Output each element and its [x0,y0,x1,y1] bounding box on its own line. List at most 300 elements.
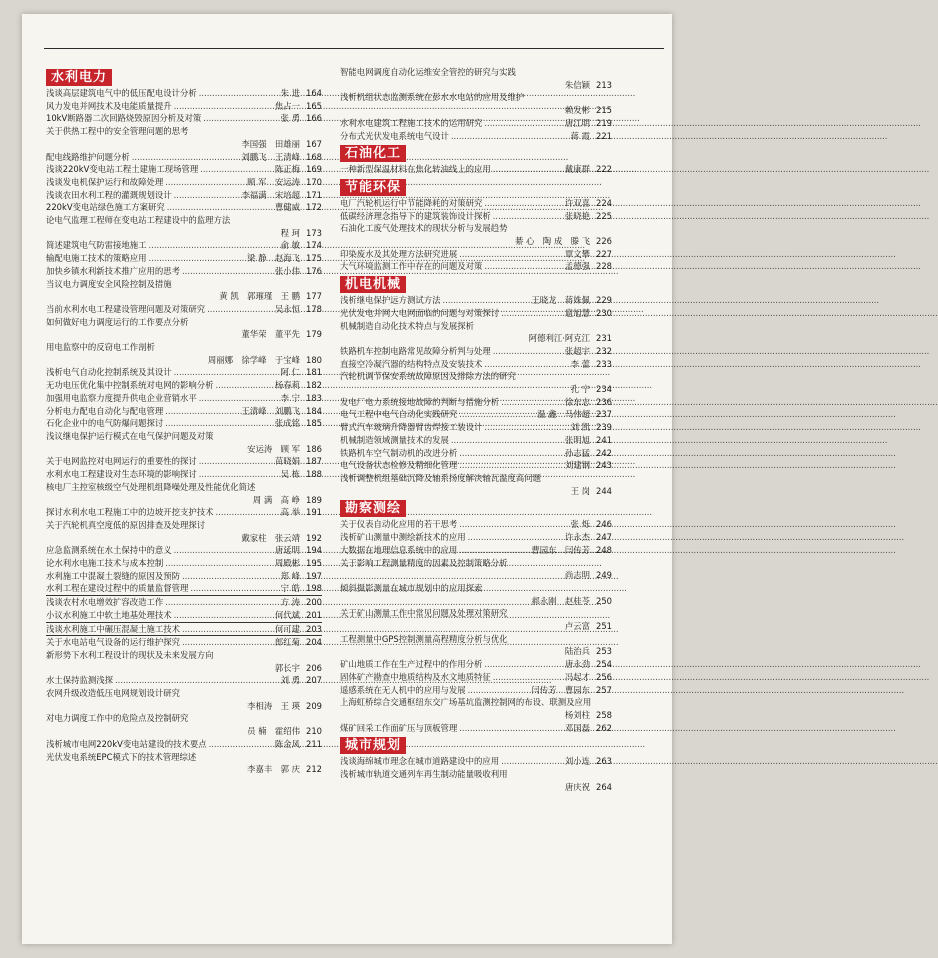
toc-entry[interactable] [340,197,612,210]
toc-entry[interactable] [46,265,322,278]
toc-entry[interactable] [46,519,322,532]
entry-title: 固体矿产勘查中地质结构及水文地质特征 [340,671,491,682]
dot-leader [115,674,279,687]
entry-author: 尚志明 [564,570,590,581]
toc-entry[interactable] [46,379,322,392]
entry-author: 张明旭 [564,434,590,445]
entry-title: 分析电力配电自动化与配电管理 [46,405,164,416]
entry-title: 应急监测系统在水土保持中的意义 [46,545,172,556]
entry-page: 236 [596,396,612,407]
entry-author: 朱信颖 [564,79,590,90]
toc-entry[interactable] [340,485,612,498]
entry-title: 臂式汽车玻璃升降器臂齿焊接工装设计 [340,422,483,433]
entry-title: 浅析城市轨道交通列车再生制动能量吸收利用 [340,769,508,780]
entry-page: 192 [306,532,322,543]
entry-author: 綦 心 陶 成 滕 飞 [515,236,590,247]
toc-entry[interactable] [340,658,612,671]
toc-entry[interactable] [340,91,612,104]
dot-leader [484,260,563,273]
entry-title: 220kV变电站绿色施工方案研究 [46,202,165,213]
entry-page: 221 [596,130,612,141]
entry-title: 电气工程中电气自动化实践研究 [340,409,458,420]
toc-entry[interactable] [46,303,322,316]
toc-entry[interactable] [340,696,612,709]
entry-title: 印染废水及其处理方法研究进展 [340,248,458,259]
entry-page: 239 [596,422,612,433]
entry-author: 李福满 宋培超 [241,189,300,200]
entry-author: 梁 静 赵海飞 [247,253,300,264]
entry-author: 郎红菊 [274,637,300,648]
toc-entry[interactable] [46,636,322,649]
entry-author: 闫传芳 曹园东 [531,684,590,695]
entry-title: 光伏发电并网大电网面临的问题与对策探讨 [340,307,500,318]
dot-leader [209,738,273,751]
entry-author: 俞 敏 [280,240,300,251]
dot-leader [132,151,240,164]
entry-author: 刘建钢 [564,460,590,471]
entry-page: 164 [306,88,322,98]
toc-entry[interactable] [46,712,322,725]
dot-leader [493,210,563,223]
toc-entry[interactable] [46,609,322,623]
entry-page: 182 [306,380,322,391]
toc-entry[interactable] [340,607,612,620]
entry-title: 石油化工废气处理技术的现状分析与发展趋势 [340,223,508,234]
entry-author: 李嘉丰 郭 庆 [247,764,300,775]
toc-entry[interactable] [340,421,612,434]
entry-page: 246 [596,519,612,530]
dot-leader [207,303,273,316]
toc-entry[interactable] [46,738,322,751]
entry-title: 核电厂主控室核级空气处理机组降噪处理及性能优化简述 [46,481,256,492]
toc-entry[interactable] [46,214,322,227]
entry-author: 郑 峰 [280,570,300,581]
entry-author: 卢云富 [564,621,590,632]
entry-author: 孔 宁 [570,384,590,395]
toc-entry[interactable] [340,709,612,722]
entry-page: 191 [306,507,322,518]
entry-page: 250 [596,595,612,606]
entry-title: 一种新型保温材料在焦化转油线上的应用 [340,164,491,175]
toc-entry[interactable] [46,354,322,367]
entry-author: 孟德强 [564,261,590,272]
toc-entry[interactable] [46,201,322,214]
toc-entry[interactable] [340,294,612,307]
toc-entry[interactable] [340,472,612,485]
toc-entry[interactable] [340,582,612,595]
toc-entry[interactable] [46,649,322,662]
entry-author: 安运涛 顾 军 [247,443,300,454]
entry-author: 杨刘柱 [564,709,590,720]
entry-page: 189 [306,494,322,505]
entry-title: 农网升级改造低压电网规划设计研究 [46,688,180,699]
toc-entry[interactable] [340,633,612,646]
entry-page: 200 [306,597,322,608]
entry-title: 论电气监理工程师在变电站工程建设中的监理方法 [46,215,231,226]
toc-entry[interactable] [340,781,612,794]
entry-title: 大气环境监测工作中存在的问题及对策 [340,261,483,272]
entry-page: 180 [306,354,322,365]
toc-entry[interactable] [46,405,322,418]
entry-author: 顾 军 安运涛 [247,176,300,187]
dot-leader [459,518,568,531]
toc-entry[interactable] [340,518,612,531]
right-column [340,66,612,793]
entry-author: 李 蕾 [570,358,590,369]
toc-entry[interactable] [46,570,322,583]
entry-title: 机械制造自动化技术特点与发展探析 [340,320,474,331]
toc-entry[interactable] [340,358,612,371]
toc-entry[interactable] [46,763,322,776]
entry-title: 10kV断路器二次回路烧毁原因分析及对策 [46,113,202,124]
entry-page: 212 [306,764,322,775]
toc-entry[interactable] [340,396,612,409]
dot-leader [459,459,563,472]
toc-entry[interactable] [46,417,322,430]
toc-entry[interactable] [46,532,322,545]
entry-title: 用电监察中的反窃电工作剖析 [46,342,155,353]
toc-entry[interactable] [46,725,322,738]
toc-entry[interactable] [46,151,322,164]
entry-title: 浅析电气自动化控制系统及其设计 [46,367,172,378]
entry-author: 程 珂 [280,227,300,238]
entry-page: 175 [306,253,322,264]
toc-entry[interactable] [46,290,322,303]
entry-author: 朱 进 [280,88,300,98]
entry-page: 195 [306,558,322,569]
toc-entry[interactable] [46,506,322,519]
entry-title: 遥感系统在无人机中的应用与发展 [340,684,466,695]
entry-author: 覃文攀 [564,248,590,259]
dot-leader [484,358,568,371]
toc-entry[interactable] [46,751,322,764]
section-header: 勘察测绘 [340,500,406,517]
entry-author: 周殿彬 [274,558,300,569]
entry-author: 唐江明 [564,117,590,128]
entry-title: 煤矿回采工作面矿压与顶板管理 [340,722,458,733]
toc-entry[interactable] [340,447,612,460]
entry-page: 213 [596,79,612,90]
toc-page [22,14,672,944]
entry-page: 237 [596,409,612,420]
entry-page: 257 [596,684,612,695]
toc-entry[interactable] [46,392,322,405]
entry-author: 蒋 霞 [570,130,590,141]
toc-entry[interactable] [340,434,612,447]
entry-page: 244 [596,485,612,496]
entry-page: 225 [596,210,612,221]
entry-author: 曹健威 [274,202,300,213]
entry-page: 184 [306,405,322,416]
toc-entry[interactable] [340,307,612,320]
dot-leader [501,396,563,409]
toc-entry[interactable] [340,557,612,570]
entry-title: 发电厂电力系统接地故障的判断与措施分析 [340,396,500,407]
entry-author: 董华荣 董平先 [241,329,300,340]
entry-title: 探讨水利水电工程施工中的边坡开挖支护技术 [46,507,214,518]
toc-entry[interactable] [46,227,322,240]
dot-leader [200,163,273,176]
toc-entry[interactable] [46,700,322,713]
toc-entry[interactable] [46,443,322,456]
entry-author: 王 岗 [570,485,590,496]
toc-entry[interactable] [46,623,322,637]
entry-page: 228 [596,261,612,272]
entry-page: 165 [306,100,322,111]
dot-leader [165,557,273,570]
entry-title: 关于矿山测量工作中常见问题及处理对策研究 [340,608,508,619]
toc-entry[interactable] [340,459,612,472]
entry-page: 241 [596,434,612,445]
entry-author: 何可建 [274,623,300,634]
toc-entry[interactable] [46,278,322,291]
entry-title: 关于水电站电气设备的运行维护探究 [46,637,180,648]
toc-entry[interactable] [46,596,322,609]
entry-title: 关于汽轮机真空度低的原因排查及处理探讨 [46,519,206,530]
entry-page: 204 [306,637,322,648]
entry-title: 倾斜摄影测量在城市规划中的应用探索 [340,582,483,593]
entry-author: 曹园东 闫传芳 [531,544,590,555]
dot-leader [451,130,569,143]
entry-author: 王清峰 刘鹏飞 [241,405,300,416]
toc-entry[interactable] [340,645,612,658]
entry-title: 当议电力调度安全风险控制及措施 [46,278,172,289]
dot-leader [174,100,273,113]
toc-entry[interactable] [46,582,322,596]
entry-title: 水利水电建筑工程施工技术的运用研究 [340,117,483,128]
entry-author: 张 勇 [280,113,300,124]
toc-entry[interactable] [340,671,612,684]
entry-author: 郭长宇 [274,662,300,673]
entry-author: 张超宇 [564,345,590,356]
entry-title: 电气设备状态检修及精细化管理 [340,460,458,471]
toc-entry[interactable] [46,341,322,354]
entry-author: 阿 仁 [280,367,300,378]
entry-author: 黄 凯 郭璀瑾 王 鹏 [219,291,300,302]
dot-leader [165,596,278,609]
toc-entry[interactable] [46,239,322,252]
entry-author: 张小伟 [274,265,300,276]
entry-author: 李国强 田雄丽 [241,138,300,149]
toc-entry[interactable] [340,595,612,608]
dot-leader [459,248,563,261]
entry-author: 唐永劲 [564,659,590,670]
toc-entry[interactable] [46,125,322,138]
entry-title: 小议水利施工中软土地基处理技术 [46,609,172,620]
entry-author: 高 举 [280,507,300,518]
toc-entry[interactable] [340,210,612,223]
toc-entry[interactable] [46,112,322,125]
toc-entry[interactable] [340,104,612,117]
entry-title: 水利施工中混凝土裂缝的原因及预防 [46,570,180,581]
entry-title: 加强用电监察力度提升供电企业营销水平 [46,392,197,403]
entry-title: 论水利水电施工技术与成本控制 [46,558,164,569]
entry-author: 杨春莉 [274,380,300,391]
entry-page: 198 [306,583,322,594]
toc-entry[interactable] [340,235,612,248]
entry-author: 唐延明 [274,545,300,556]
dot-leader [182,636,273,649]
entry-page: 227 [596,248,612,259]
entry-page: 256 [596,671,612,682]
entry-author: 周丽娜 徐学峰 于宝峰 [207,354,300,365]
dot-leader [174,609,273,622]
toc-entry[interactable] [46,328,322,341]
entry-page: 231 [596,333,612,344]
toc-entry[interactable] [46,176,322,189]
toc-entry[interactable] [46,252,322,265]
entry-title: 直接空冷凝汽器的结构特点及安装技术 [340,358,483,369]
toc-entry[interactable] [46,481,322,494]
dot-leader [199,468,279,481]
dot-leader [459,722,563,735]
toc-entry[interactable] [340,544,612,557]
toc-entry[interactable] [340,320,612,333]
dot-leader [501,755,563,768]
entry-author: 吴 栋 [280,469,300,480]
toc-entry[interactable] [340,768,612,781]
entry-title: 风力发电并网技术及电能质量提升 [46,100,172,111]
entry-page: 248 [596,544,612,555]
entry-page: 263 [596,756,612,767]
entry-page: 178 [306,303,322,314]
entry-page: 222 [596,164,612,175]
entry-title: 智能电网调度自动化运维安全管控的研究与实践 [340,67,516,77]
entry-page: 230 [596,307,612,318]
toc-entry[interactable] [340,248,612,261]
header-rule [44,48,664,49]
toc-entry[interactable] [340,79,612,92]
entry-page: 207 [306,675,322,686]
entry-title: 水土保持监测浅探 [46,675,113,686]
toc-entry[interactable] [340,332,612,345]
toc-entry[interactable] [340,66,612,79]
entry-author: 许永杰 [564,532,590,543]
entry-title: 关于仪表自动化应用的若干思考 [340,519,458,530]
toc-entry[interactable] [340,408,612,421]
entry-page: 168 [306,151,322,162]
toc-entry[interactable] [46,87,322,100]
toc-entry[interactable] [340,722,612,735]
entry-page: 173 [306,227,322,238]
toc-entry[interactable] [340,345,612,358]
dot-leader [484,421,568,434]
entry-title: 关于供热工程中的安全管理问题的思考 [46,126,189,137]
entry-author: 张成铭 [274,418,300,429]
entry-title: 分布式光伏发电系统电气设计 [340,130,449,141]
dot-leader [216,506,279,519]
toc-entry[interactable] [46,557,322,570]
dot-leader [493,345,563,358]
toc-entry[interactable] [46,662,322,675]
toc-entry[interactable] [46,138,322,151]
entry-author: 赖发彬 [564,105,590,116]
dot-leader [199,392,279,405]
entry-title: 浅析城市电网220kV变电站建设的技术要点 [46,738,207,749]
entry-title: 如何做好电力调度运行的工作要点分析 [46,316,189,327]
toc-entry[interactable] [46,100,322,113]
dot-leader [459,447,563,460]
toc-entry[interactable] [340,222,612,235]
entry-page: 233 [596,358,612,369]
entry-title: 汽轮机调节保安系统故障原因及排除方法的研究 [340,371,516,382]
dot-leader [174,544,273,557]
entry-page: 215 [596,105,612,116]
dot-leader [149,239,279,252]
entry-title: 浅议继电保护运行模式在电气保护问题及对策 [46,430,214,441]
toc-entry[interactable] [340,620,612,633]
dot-leader [149,252,246,265]
entry-title: 大数据在地理信息系统中的应用 [340,544,458,555]
entry-title: 机械制造领域测量技术的发展 [340,434,449,445]
toc-entry[interactable] [46,687,322,700]
dot-leader [443,294,530,307]
toc-entry[interactable] [340,163,612,176]
toc-entry[interactable] [46,189,322,202]
entry-title: 浅谈高层建筑电气中的低压配电设计分析 [46,88,197,98]
toc-entry[interactable] [340,569,612,582]
entry-author: 焦占一 [274,100,300,111]
toc-entry[interactable] [46,674,322,687]
entry-title: 光伏发电系统EPC模式下的技术管理综述 [46,751,197,762]
entry-author: 李 宁 [280,392,300,403]
toc-entry[interactable] [46,468,322,481]
entry-author: 苗晓娟 [274,456,300,467]
dot-leader [199,455,273,468]
entry-author: 刘鹏飞 王清峰 [241,151,300,162]
entry-page: 194 [306,545,322,556]
entry-page: 210 [306,726,322,737]
dot-leader [451,434,563,447]
toc-entry[interactable] [46,366,322,379]
entry-author: 宁 皓 [280,583,300,594]
toc-entry[interactable] [340,531,612,544]
toc-entry[interactable] [340,383,612,396]
entry-page: 169 [306,164,322,175]
entry-author: 郝永刚 赵桂苓 [531,595,590,606]
entry-page: 262 [596,722,612,733]
toc-entry[interactable] [340,130,612,143]
dot-leader [484,117,563,130]
dot-leader [199,87,279,100]
entry-page: 170 [306,176,322,187]
toc-entry[interactable] [340,370,612,383]
entry-author: 孙志猛 [564,447,590,458]
toc-entry[interactable] [340,755,612,768]
toc-entry[interactable] [46,163,322,176]
toc-entry[interactable] [46,455,322,468]
toc-entry[interactable] [46,544,322,557]
entry-page: 247 [596,532,612,543]
toc-entry[interactable] [340,684,612,697]
dot-leader [468,684,530,697]
entry-title: 浅谈农田水利工程的灌溉规划设计 [46,189,172,200]
entry-title: 关于影响工程测量精度的因素及控制策略分析 [340,557,508,568]
toc-entry[interactable] [46,316,322,329]
entry-page: 243 [596,460,612,471]
entry-title: 简述建筑电气防雷接地施工 [46,240,147,251]
entry-title: 浅析继电保护远方测试方法 [340,295,441,306]
entry-page: 171 [306,189,322,200]
toc-entry[interactable] [46,494,322,507]
toc-entry[interactable] [340,117,612,130]
dot-leader [182,265,273,278]
entry-page: 166 [306,113,322,124]
entry-title: 低碳经济理念指导下的建筑装饰设计探析 [340,210,491,221]
toc-entry[interactable] [340,260,612,273]
toc-entry[interactable] [46,430,322,443]
entry-page: 232 [596,345,612,356]
